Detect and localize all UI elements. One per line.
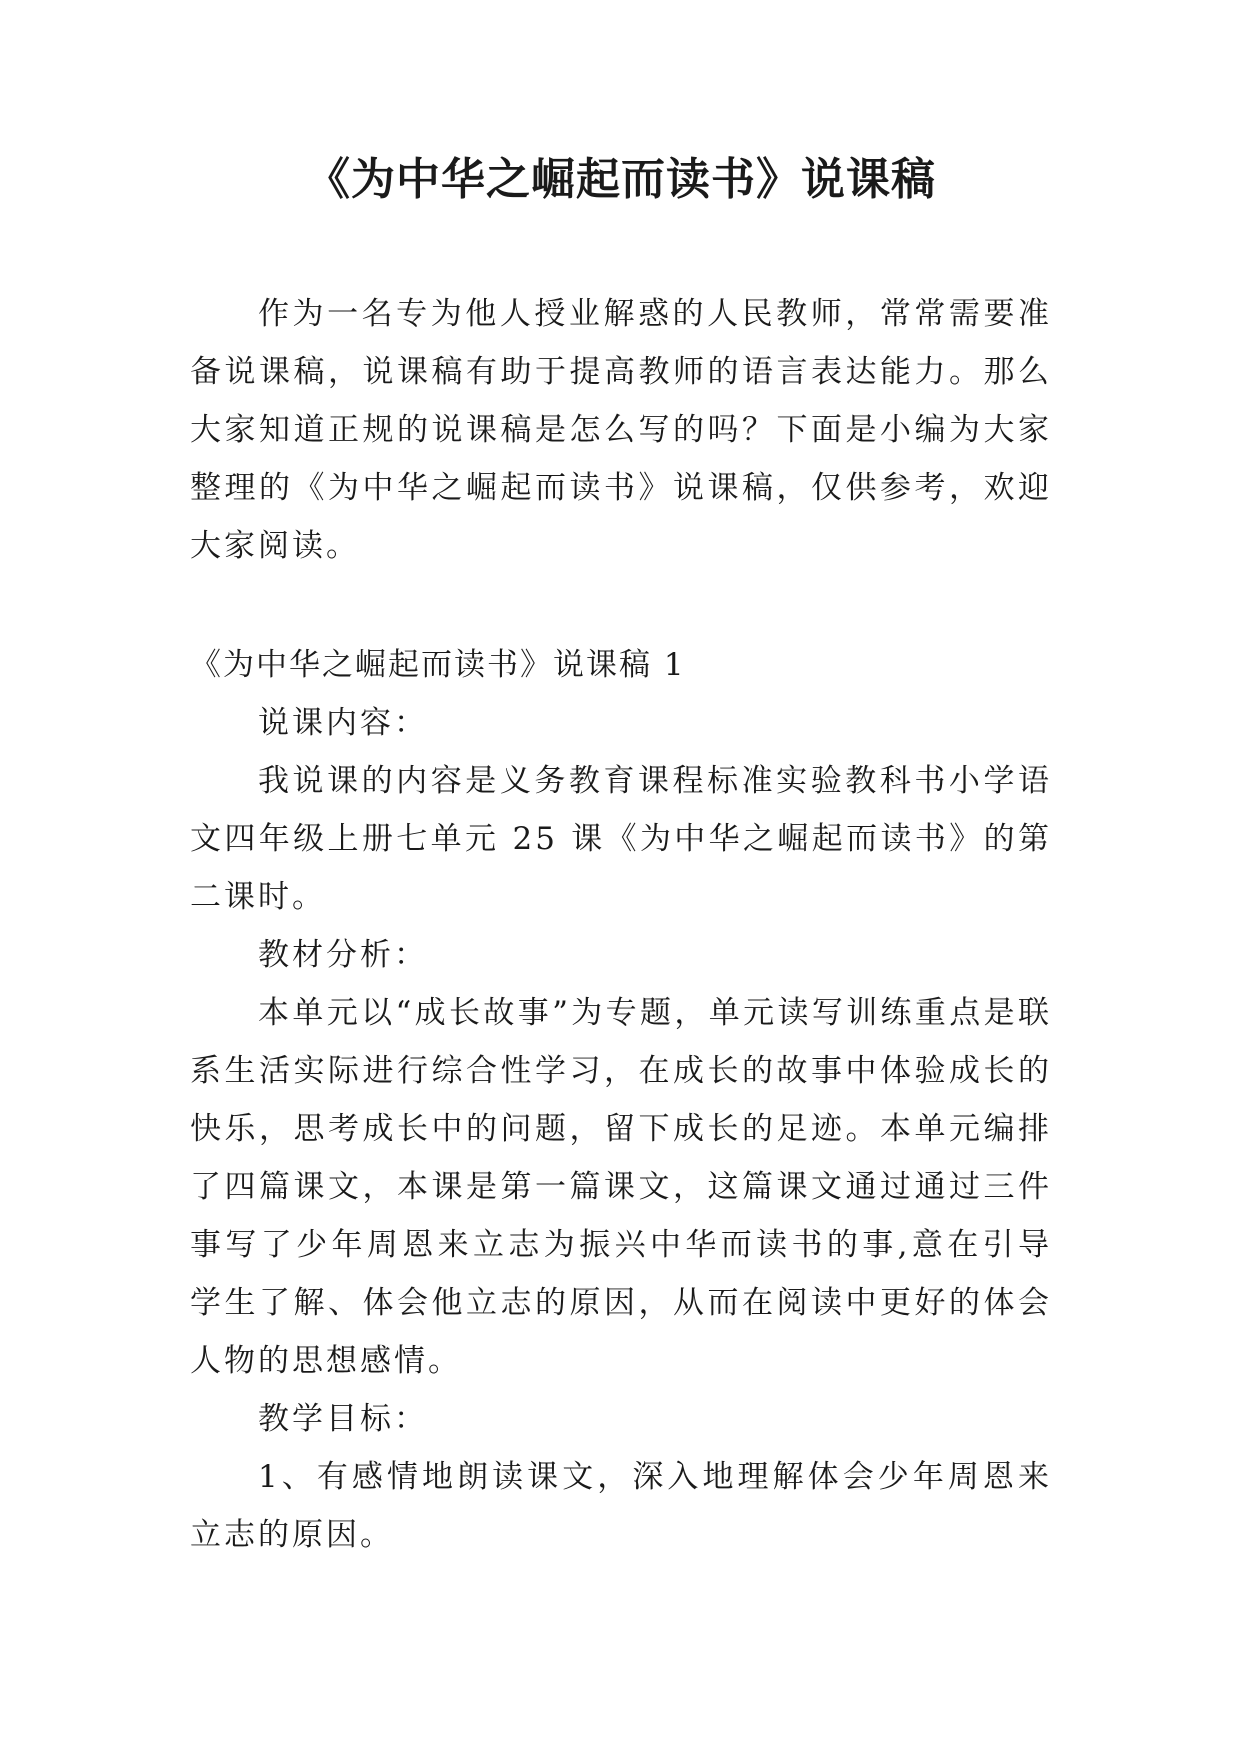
objective-item-1: 1、有感情地朗读课文，深入地理解体会少年周恩来立志的原因。 (190, 1459, 1052, 1553)
heading-objectives: 教学目标： (258, 1401, 428, 1437)
content-paragraph: 我说课的内容是义务教育课程标准实验教科书小学语文四年级上册七单元 25 课《为中华之崛起而读书》的第二课时。 (190, 763, 1052, 915)
heading-content: 说课内容： (258, 705, 428, 741)
document-page (190, 0, 1052, 1754)
section-title: 《为中华之崛起而读书》说课稿 1 (190, 647, 686, 683)
intro-paragraph: 作为一名专为他人授业解惑的人民教师，常常需要准备说课稿，说课稿有助于提高教师的语言表达能力。那么大家知道正规的说课稿是怎么写的吗？下面是小编为大家整理的《为中华之崛起而读书》说课稿，仅供参考，欢迎大家阅读。 (190, 296, 1052, 564)
heading-analysis: 教材分析： (258, 937, 428, 973)
analysis-paragraph: 本单元以“成长故事”为专题，单元读写训练重点是联系生活实际进行综合性学习，在成长的故事中体验成长的快乐，思考成长中的问题，留下成长的足迹。本单元编排了四篇课文，本课是第一篇课文，这篇课文通过通过三件事写了少年周恩来立志为振兴中华而读书的事,意在引导学生了解、体会他立志的原因，从而在阅读中更好的体会人物的思想感情。 (190, 995, 1052, 1379)
document-title: 《为中华之崛起而读书》说课稿 (306, 154, 936, 205)
lesson-section (190, 636, 1052, 1564)
